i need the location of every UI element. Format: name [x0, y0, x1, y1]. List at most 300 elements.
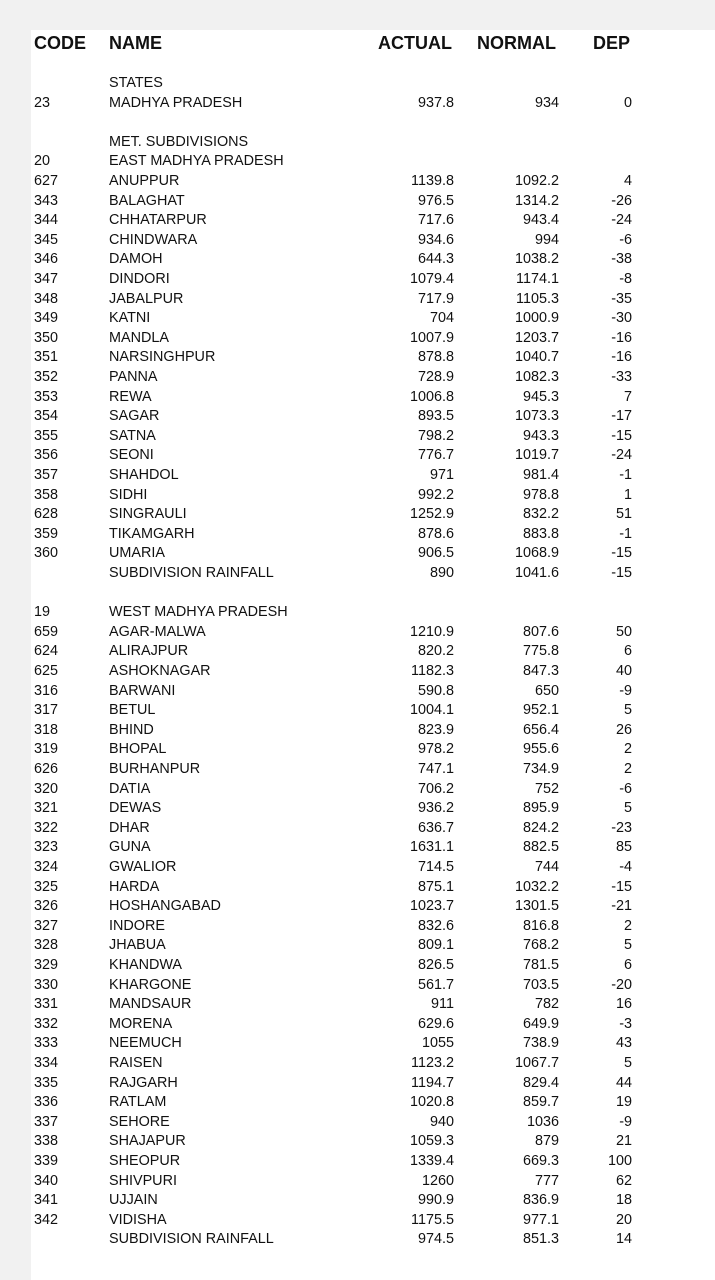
table-row: [0, 917, 715, 937]
cell-code: 351: [34, 349, 59, 366]
cell-actual: 1055: [421, 1035, 454, 1052]
table-row: [0, 740, 715, 760]
table-row: [0, 603, 715, 623]
cell-actual: 590.8: [417, 682, 454, 699]
cell-name: BARWANI: [109, 682, 176, 699]
cell-code: 19: [34, 604, 51, 621]
cell-name: SEHORE: [109, 1113, 170, 1130]
cell-code: 329: [34, 957, 59, 973]
cell-actual: 717.6: [417, 212, 454, 229]
table-row: [0, 1054, 715, 1074]
table-row: [0, 1191, 715, 1211]
cell-actual: 1339.4: [409, 1153, 454, 1169]
cell-dep: 5: [623, 937, 632, 954]
cell-actual: 971: [429, 467, 454, 483]
cell-actual: 826.5: [417, 957, 454, 973]
cell-name: NEEMUCH: [109, 1035, 182, 1052]
cell-actual: 1006.8: [409, 388, 454, 405]
cell-normal: 1068.9: [514, 545, 559, 562]
cell-actual: 974.5: [417, 1231, 454, 1248]
cell-dep: 100: [607, 1153, 632, 1169]
cell-normal: 650: [534, 682, 559, 699]
table-row: [0, 878, 715, 898]
cell-dep: -17: [611, 408, 632, 425]
cell-dep: 43: [615, 1035, 632, 1052]
cell-normal: 836.9: [522, 1192, 559, 1209]
cell-dep: 20: [615, 1211, 632, 1228]
cell-normal: 1092.2: [514, 173, 559, 189]
table-row: [0, 682, 715, 702]
cell-name: UJJAIN: [109, 1192, 158, 1209]
table-row: [0, 623, 715, 643]
cell-normal: 1067.7: [514, 1055, 559, 1071]
cell-dep: -3: [619, 1015, 632, 1032]
table-row: [0, 1113, 715, 1133]
cell-normal: 1082.3: [514, 369, 559, 385]
cell-normal: 829.4: [522, 1074, 559, 1091]
cell-name: MET. SUBDIVISIONS: [109, 133, 249, 150]
cell-name: BETUL: [109, 702, 156, 719]
cell-actual: 1210.9: [409, 623, 454, 640]
cell-normal: 752: [534, 780, 559, 797]
cell-code: 350: [34, 329, 59, 346]
table-row: [0, 368, 715, 388]
cell-dep: -26: [611, 192, 632, 209]
cell-name: REWA: [109, 388, 152, 405]
cell-name: BHOPAL: [109, 741, 167, 758]
cell-name: SHAJAPUR: [109, 1133, 186, 1150]
cell-normal: 859.7: [522, 1094, 559, 1111]
cell-dep: 5: [623, 702, 632, 719]
cell-dep: -4: [619, 859, 632, 875]
cell-name: KATNI: [109, 310, 151, 327]
cell-normal: 703.5: [522, 976, 559, 993]
cell-dep: 16: [615, 996, 632, 1013]
cell-actual: 1007.9: [409, 329, 454, 346]
cell-code: 626: [34, 761, 59, 777]
table-row: [0, 192, 715, 212]
cell-actual: 990.9: [417, 1192, 454, 1209]
cell-actual: 776.7: [417, 447, 454, 464]
cell-name: KHANDWA: [109, 957, 183, 973]
cell-code: 335: [34, 1074, 59, 1091]
cell-dep: 4: [623, 173, 632, 189]
cell-normal: 1174.1: [516, 271, 559, 287]
cell-code: 627: [34, 173, 59, 189]
table-row: [0, 858, 715, 878]
cell-actual: 893.5: [417, 408, 454, 425]
cell-normal: 994: [534, 231, 559, 248]
cell-normal: 669.3: [522, 1153, 559, 1169]
cell-dep: -16: [611, 329, 632, 346]
cell-dep: -24: [611, 212, 632, 229]
table-row: [0, 172, 715, 192]
table-row: [0, 642, 715, 662]
cell-name: RAJGARH: [109, 1074, 178, 1091]
cell-actual: 629.6: [417, 1015, 454, 1032]
cell-code: 659: [34, 623, 59, 640]
cell-dep: 44: [615, 1074, 632, 1091]
cell-name: INDORE: [109, 917, 165, 934]
cell-dep: -35: [611, 290, 632, 307]
cell-normal: 978.8: [522, 486, 559, 503]
cell-normal: 934: [534, 94, 559, 111]
cell-dep: -6: [619, 231, 632, 248]
cell-name: PANNA: [109, 369, 158, 385]
cell-normal: 955.6: [522, 741, 559, 758]
cell-normal: 1038.2: [514, 251, 559, 268]
cell-dep: 6: [623, 643, 632, 660]
cell-code: 319: [34, 741, 59, 758]
cell-name: RATLAM: [109, 1094, 167, 1111]
cell-normal: 945.3: [522, 388, 559, 405]
table-row: [0, 329, 715, 349]
cell-actual: 714.5: [417, 859, 454, 875]
cell-actual: 747.1: [417, 761, 454, 777]
cell-actual: 728.9: [417, 369, 454, 385]
cell-code: 328: [34, 937, 59, 954]
cell-code: 336: [34, 1094, 59, 1111]
cell-actual: 976.5: [417, 192, 454, 209]
cell-dep: -23: [611, 819, 632, 836]
table-row: [0, 1015, 715, 1035]
cell-dep: -24: [611, 447, 632, 464]
table-row: [0, 309, 715, 329]
cell-name: HOSHANGABAD: [109, 898, 221, 915]
table-row: [0, 936, 715, 956]
table-row: [0, 211, 715, 231]
cell-normal: 781.5: [522, 957, 559, 973]
cell-actual: 878.8: [417, 349, 454, 366]
table-row: [0, 780, 715, 800]
cell-dep: 0: [623, 94, 632, 111]
cell-normal: 1314.2: [514, 192, 559, 209]
cell-normal: 1041.6: [514, 565, 559, 581]
cell-actual: 936.2: [417, 800, 454, 817]
cell-actual: 1194.7: [411, 1074, 454, 1091]
cell-dep: 85: [615, 839, 632, 856]
table-row: [0, 152, 715, 172]
table-row: [0, 525, 715, 545]
table-row: [0, 133, 715, 153]
cell-normal: 1073.3: [514, 408, 559, 425]
cell-dep: -33: [611, 369, 632, 385]
cell-code: 333: [34, 1035, 59, 1052]
cell-normal: 832.2: [522, 506, 559, 523]
cell-name: DAMOH: [109, 251, 163, 268]
cell-normal: 943.4: [522, 212, 559, 229]
cell-code: 337: [34, 1113, 59, 1130]
cell-actual: 1175.5: [411, 1211, 454, 1228]
cell-actual: 1023.7: [409, 898, 454, 915]
table-row: [0, 231, 715, 251]
header-name: NAME: [109, 33, 162, 53]
cell-name: STATES: [109, 75, 163, 91]
table-row: [0, 701, 715, 721]
cell-code: 353: [34, 388, 59, 405]
cell-actual: 1631.1: [409, 839, 454, 856]
cell-name: SAGAR: [109, 408, 160, 425]
cell-dep: 51: [615, 506, 632, 523]
cell-name: JHABUA: [109, 937, 166, 954]
cell-code: 326: [34, 898, 59, 915]
cell-actual: 1182.3: [411, 663, 454, 679]
cell-normal: 816.8: [522, 917, 559, 934]
table-row: [0, 407, 715, 427]
cell-normal: 879: [534, 1133, 559, 1150]
cell-actual: 878.6: [417, 525, 454, 542]
cell-name: MANDSAUR: [109, 996, 192, 1013]
cell-code: 340: [34, 1172, 59, 1189]
cell-code: 320: [34, 780, 59, 797]
cell-dep: -9: [619, 682, 632, 699]
cell-normal: 882.5: [522, 839, 559, 856]
table-row: [0, 486, 715, 506]
cell-code: 23: [34, 94, 51, 111]
table-row: [0, 956, 715, 976]
cell-code: 355: [34, 427, 59, 444]
cell-name: GWALIOR: [109, 859, 177, 875]
cell-actual: 940: [429, 1113, 454, 1130]
table-row: [0, 662, 715, 682]
cell-dep: -9: [619, 1113, 632, 1130]
cell-dep: 2: [623, 917, 632, 934]
cell-code: 354: [34, 408, 59, 425]
cell-code: 347: [34, 271, 59, 287]
cell-normal: 649.9: [522, 1015, 559, 1032]
table-row: [0, 838, 715, 858]
cell-code: 317: [34, 702, 59, 719]
table-row: [0, 505, 715, 525]
cell-actual: 636.7: [417, 819, 454, 836]
cell-actual: 937.8: [417, 94, 454, 111]
cell-code: 323: [34, 839, 59, 856]
cell-code: 359: [34, 525, 59, 542]
cell-name: EAST MADHYA PRADESH: [109, 153, 284, 170]
cell-normal: 1040.7: [514, 349, 559, 366]
cell-name: AGAR-MALWA: [109, 623, 206, 640]
cell-name: BURHANPUR: [109, 761, 201, 777]
cell-dep: -16: [611, 349, 632, 366]
cell-name: VIDISHA: [109, 1211, 167, 1228]
cell-dep: 14: [615, 1231, 632, 1248]
cell-name: JABALPUR: [109, 290, 184, 307]
cell-actual: 704: [429, 310, 454, 327]
cell-actual: 934.6: [417, 231, 454, 248]
table-row: [0, 1034, 715, 1054]
cell-code: 327: [34, 917, 59, 934]
cell-dep: -1: [619, 525, 632, 542]
cell-dep: 2: [623, 761, 632, 777]
cell-code: 321: [34, 800, 59, 817]
cell-name: DATIA: [109, 780, 151, 797]
cell-code: 360: [34, 545, 59, 562]
cell-actual: 644.3: [417, 251, 454, 268]
cell-code: 339: [34, 1153, 59, 1169]
cell-normal: 943.3: [522, 427, 559, 444]
cell-code: 625: [34, 663, 59, 679]
cell-normal: 807.6: [522, 623, 559, 640]
cell-dep: 18: [615, 1192, 632, 1209]
cell-name: SIDHI: [109, 486, 148, 503]
cell-normal: 1019.7: [514, 447, 559, 464]
cell-actual: 717.9: [417, 290, 454, 307]
cell-name: BALAGHAT: [109, 192, 185, 209]
cell-name: SUBDIVISION RAINFALL: [109, 565, 274, 581]
cell-code: 322: [34, 819, 59, 836]
cell-name: HARDA: [109, 878, 160, 895]
cell-code: 624: [34, 643, 59, 660]
table-row: [0, 819, 715, 839]
table-row: [0, 94, 715, 114]
cell-name: SHIVPURI: [109, 1172, 177, 1189]
cell-code: 358: [34, 486, 59, 503]
cell-name: UMARIA: [109, 545, 165, 562]
cell-dep: 19: [615, 1094, 632, 1111]
cell-normal: 952.1: [522, 702, 559, 719]
cell-name: MORENA: [109, 1015, 173, 1032]
cell-dep: 62: [615, 1172, 632, 1189]
cell-code: 349: [34, 310, 59, 327]
cell-normal: 1000.9: [514, 310, 559, 327]
table-row: [0, 976, 715, 996]
table-row: [0, 348, 715, 368]
cell-normal: 977.1: [522, 1211, 559, 1228]
cell-dep: 5: [623, 800, 632, 817]
cell-name: ASHOKNAGAR: [109, 663, 211, 679]
cell-dep: -8: [619, 271, 632, 287]
cell-actual: 1139.8: [411, 173, 454, 189]
cell-actual: 911: [431, 996, 454, 1013]
cell-normal: 824.2: [522, 819, 559, 836]
table-row: [0, 799, 715, 819]
cell-name: ALIRAJPUR: [109, 643, 189, 660]
cell-dep: 2: [623, 741, 632, 758]
cell-code: 348: [34, 290, 59, 307]
table-row: [0, 584, 715, 604]
cell-normal: 768.2: [522, 937, 559, 954]
cell-dep: -15: [611, 878, 632, 895]
cell-name: DHAR: [109, 819, 150, 836]
cell-actual: 978.2: [417, 741, 454, 758]
table-row: [0, 290, 715, 310]
cell-normal: 777: [534, 1172, 559, 1189]
table-row: [0, 446, 715, 466]
cell-code: 357: [34, 467, 59, 483]
cell-name: RAISEN: [109, 1055, 163, 1071]
cell-code: 316: [34, 682, 59, 699]
header-dep: DEP: [593, 33, 631, 53]
cell-dep: 1: [623, 486, 632, 503]
header-normal: NORMAL: [477, 33, 556, 53]
cell-dep: 50: [615, 623, 632, 640]
cell-code: 318: [34, 721, 59, 738]
cell-dep: 21: [615, 1133, 632, 1150]
header-code: CODE: [34, 33, 87, 53]
cell-code: 324: [34, 859, 59, 875]
cell-code: 332: [34, 1015, 59, 1032]
cell-normal: 883.8: [522, 525, 559, 542]
cell-dep: -15: [611, 545, 632, 562]
table-row: [0, 113, 715, 133]
table-row: [0, 74, 715, 94]
cell-normal: 1032.2: [514, 878, 559, 895]
table-row: [0, 544, 715, 564]
cell-actual: 1059.3: [409, 1133, 454, 1150]
cell-dep: 26: [615, 721, 632, 738]
cell-actual: 706.2: [417, 780, 454, 797]
cell-actual: 809.1: [417, 937, 454, 954]
cell-name: SATNA: [109, 427, 156, 444]
cell-code: 325: [34, 878, 59, 895]
cell-dep: -15: [611, 565, 632, 581]
cell-actual: 1123.2: [411, 1055, 454, 1071]
cell-dep: 5: [623, 1055, 632, 1071]
table-row: [0, 1074, 715, 1094]
cell-code: 20: [34, 153, 51, 170]
table-row: [0, 897, 715, 917]
cell-actual: 992.2: [417, 486, 454, 503]
cell-dep: 40: [615, 663, 632, 679]
cell-normal: 1203.7: [514, 329, 559, 346]
cell-dep: -1: [619, 467, 632, 483]
cell-code: 345: [34, 231, 59, 248]
table-row: [0, 1172, 715, 1192]
cell-actual: 1020.8: [409, 1094, 454, 1111]
cell-actual: 1260: [421, 1172, 454, 1189]
cell-code: 342: [34, 1211, 59, 1228]
cell-name: SEONI: [109, 447, 154, 464]
cell-dep: -38: [611, 251, 632, 268]
cell-name: BHIND: [109, 721, 154, 738]
cell-normal: 847.3: [522, 663, 559, 679]
cell-actual: 1252.9: [409, 506, 454, 523]
cell-name: SINGRAULI: [109, 506, 187, 523]
cell-code: 330: [34, 976, 59, 993]
cell-normal: 738.9: [522, 1035, 559, 1052]
table-row: [0, 250, 715, 270]
cell-normal: 981.4: [522, 467, 559, 483]
cell-name: DEWAS: [109, 800, 162, 817]
cell-name: SUBDIVISION RAINFALL: [109, 1231, 274, 1248]
cell-dep: -6: [619, 780, 632, 797]
cell-name: DINDORI: [109, 271, 170, 287]
cell-name: WEST MADHYA PRADESH: [109, 604, 288, 621]
cell-code: 343: [34, 192, 59, 209]
cell-actual: 1079.4: [409, 271, 454, 287]
cell-normal: 656.4: [522, 721, 559, 738]
cell-name: NARSINGHPUR: [109, 349, 216, 366]
cell-actual: 906.5: [417, 545, 454, 562]
cell-name: ANUPPUR: [109, 173, 180, 189]
table-row: [0, 270, 715, 290]
cell-name: SHEOPUR: [109, 1153, 181, 1169]
cell-name: CHINDWARA: [109, 231, 198, 248]
header-actual: ACTUAL: [378, 33, 452, 53]
cell-actual: 820.2: [417, 643, 454, 660]
cell-dep: -15: [611, 427, 632, 444]
cell-normal: 734.9: [522, 761, 559, 777]
cell-code: 344: [34, 212, 59, 229]
cell-normal: 1105.3: [516, 290, 559, 307]
table-row: [0, 721, 715, 741]
table-row: [0, 1093, 715, 1113]
table-row: [0, 1152, 715, 1172]
cell-normal: 744: [534, 859, 559, 875]
cell-normal: 1036: [526, 1113, 559, 1130]
table-row: [0, 995, 715, 1015]
cell-code: 356: [34, 447, 59, 464]
